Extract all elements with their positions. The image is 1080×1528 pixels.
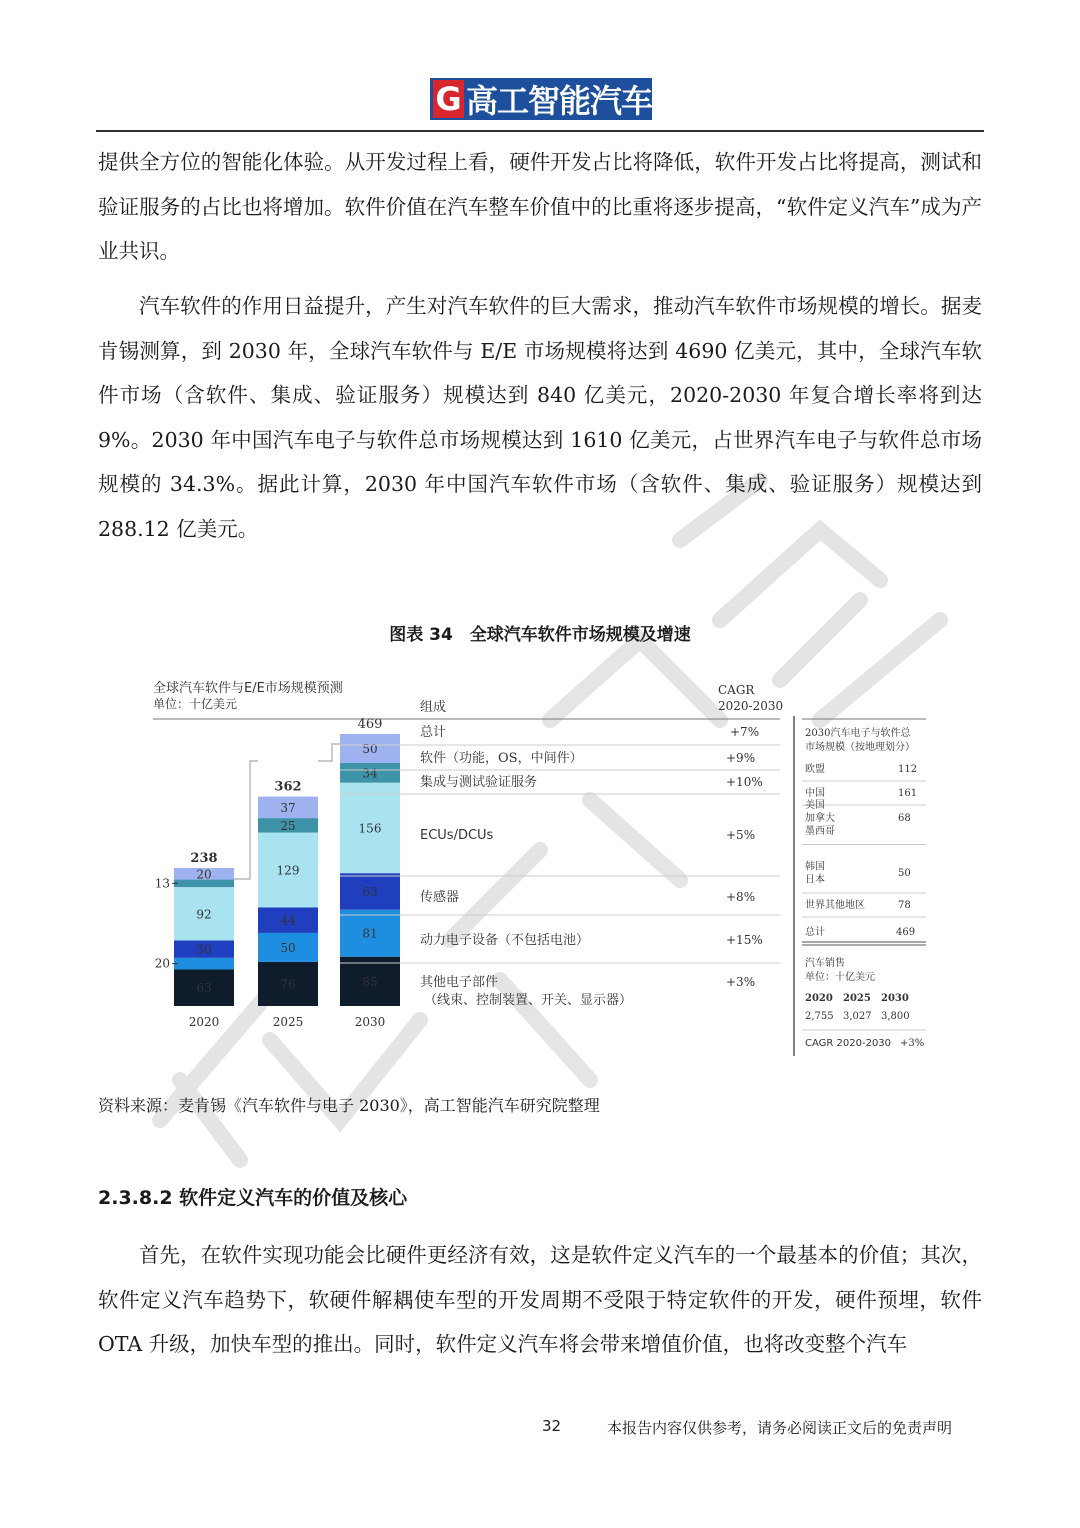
sales-value: 3,027 xyxy=(843,1011,872,1022)
cagr-period: 2020-2030 xyxy=(718,699,784,713)
logo-text: 高工智能汽车 xyxy=(465,82,652,120)
sales-title: 汽车销售 xyxy=(805,958,845,969)
bar-value-label: 63 xyxy=(196,981,212,996)
bar-segment xyxy=(174,958,234,970)
panel-title: 2030汽车电子与软件总 xyxy=(805,728,911,739)
bar-value-label: 13 xyxy=(154,876,170,891)
region-name: 美国 xyxy=(805,800,825,811)
chart-title: 全球汽车软件与E/E市场规模预测 xyxy=(153,681,343,696)
bar-value-label: 92 xyxy=(196,907,212,922)
section-heading: 2.3.8.2 软件定义汽车的价值及核心 xyxy=(98,1187,408,1209)
bar-value-label: 34 xyxy=(362,766,378,781)
header-divider xyxy=(96,130,984,132)
category-label: 2025 xyxy=(272,1015,304,1029)
composition-table xyxy=(340,724,780,1008)
sales-year: 2025 xyxy=(843,993,871,1004)
panel-title: 市场规模（按地理划分） xyxy=(805,742,915,753)
panel-total-value: 469 xyxy=(896,927,916,938)
bar-value-label: 25 xyxy=(280,818,296,833)
region-name: 中国 xyxy=(805,788,825,799)
page-number: 32 xyxy=(542,1417,562,1435)
series-cagr: +10% xyxy=(726,775,763,789)
region-name: 日本 xyxy=(805,874,825,886)
sales-value: 2,755 xyxy=(805,1011,834,1022)
category-label: 2030 xyxy=(354,1015,386,1029)
region-value: 68 xyxy=(898,813,911,824)
bar-value-label: 63 xyxy=(362,884,378,899)
bar-total-label: 469 xyxy=(357,716,383,732)
series-cagr: +5% xyxy=(726,828,756,842)
bar-value-label: 30 xyxy=(196,942,212,957)
region-name: 世界其他地区 xyxy=(805,900,865,911)
region-value: 78 xyxy=(898,900,911,911)
series-cagr: +8% xyxy=(726,890,756,904)
brand-logo xyxy=(430,78,652,120)
bar-value-label: 76 xyxy=(280,977,296,992)
region-value: 50 xyxy=(898,868,911,879)
series-name: ECUs/DCUs xyxy=(420,828,494,843)
paragraph-1 xyxy=(98,140,982,274)
bar-value-label: 156 xyxy=(358,821,382,836)
paragraph-3-text: 首先，在软件实现功能会比硬件更经济有效，这是软件定义汽车的一个最基本的价值；其次，软件定义汽车趋势下，软硬件解耦使车型的开发周期不受限于特定软件的开发，硬件预埋，软件 OTA 升级，加快车型的推出。同时，软件定义汽车将会带来增值价值，也将改变整个汽车 xyxy=(98,1243,982,1356)
figure-source: 资料来源：麦肯锡《汽车软件与电子 2030》，高工智能汽车研究院整理 xyxy=(98,1096,600,1115)
series-cagr: +9% xyxy=(726,751,756,765)
bar-value-label: 20 xyxy=(196,867,212,882)
region-value: 161 xyxy=(898,788,918,799)
footer-disclaimer: 本报告内容仅供参考，请务必阅读正文后的免责声明 xyxy=(607,1419,953,1437)
bar-value-label: 85 xyxy=(362,974,378,989)
paragraph-2-text: 汽车软件的作用日益提升，产生对汽车软件的巨大需求，推动汽车软件市场规模的增长。据麦肯锡测算，到 2030 年，全球汽车软件与 E/E 市场规模将达到 4690 亿美元，其中，全球汽车软件市场（含软件、集成、验证服务）规模达到 840 亿美元，2020-2030 年复合增长率将到达 9%。2030 年中国汽车电子与软件总市场规模达到 1610 亿美元，占世界汽车电子与软件总市场规模的 34.3%。据此计算，2030 年中国汽车软件市场（含软件、集成、验证服务）规模达到 288.12 亿美元。 xyxy=(98,294,982,541)
cagr-header: CAGR xyxy=(718,683,755,697)
series-name: 集成与测试验证服务 xyxy=(420,775,538,790)
bar-value-label: 50 xyxy=(280,940,296,955)
bar-value-label: 129 xyxy=(276,863,300,878)
total-row-label: 总计 xyxy=(420,725,447,740)
chart-subtitle: 单位：十亿美元 xyxy=(153,697,238,711)
series-name: 软件（功能，OS，中间件） xyxy=(420,751,583,766)
series-name: 传感器 xyxy=(420,890,460,905)
region-name: 加拿大 xyxy=(805,813,835,824)
sales-value: 3,800 xyxy=(881,1011,910,1022)
market-size-chart xyxy=(150,676,940,1061)
category-label: 2020 xyxy=(188,1015,220,1029)
panel-total-label: 总计 xyxy=(805,927,825,938)
series-cagr: +3% xyxy=(726,975,756,989)
bar-value-label: 37 xyxy=(280,800,296,815)
figure-caption: 图表 34 全球汽车软件市场规模及增速 xyxy=(389,625,691,645)
paragraph-3 xyxy=(98,1233,982,1367)
bar-value-label: 81 xyxy=(362,926,378,941)
bar-value-label: 20 xyxy=(154,956,170,971)
composition-header: 组成 xyxy=(420,700,447,715)
region-name: 欧盟 xyxy=(805,764,825,775)
logo-mark: G xyxy=(433,80,464,118)
region-side-panel xyxy=(794,716,926,1056)
bar-group xyxy=(155,717,400,1029)
series-cagr: +15% xyxy=(726,933,763,947)
region-name: 墨西哥 xyxy=(805,826,835,837)
sales-year: 2030 xyxy=(881,993,909,1004)
sales-cagr-label: CAGR 2020-2030 xyxy=(805,1038,892,1049)
sales-unit: 单位：十亿美元 xyxy=(805,972,875,983)
series-name: 动力电子设备（不包括电池） xyxy=(420,933,590,948)
bar-value-label: 44 xyxy=(280,913,296,928)
region-name: 韩国 xyxy=(805,861,825,873)
paragraph-1-text: 提供全方位的智能化体验。从开发过程上看，硬件开发占比将降低，软件开发占比将提高，测试和验证服务的占比也将增加。软件价值在汽车整车价值中的比重将逐步提高，“软件定义汽车”成为产业共识。 xyxy=(98,150,982,263)
series-subname: （线束、控制装置、开关、显示器） xyxy=(424,993,633,1008)
bar-value-label: 50 xyxy=(362,741,378,756)
paragraph-2 xyxy=(98,284,982,551)
sales-cagr-value: +3% xyxy=(900,1038,925,1049)
bar-total-label: 238 xyxy=(190,850,218,866)
region-value: 112 xyxy=(898,764,918,775)
bar-total-label: 362 xyxy=(274,779,302,795)
sales-year: 2020 xyxy=(805,993,833,1004)
total-row-cagr: +7% xyxy=(730,725,760,739)
series-name: 其他电子部件 xyxy=(420,975,499,990)
